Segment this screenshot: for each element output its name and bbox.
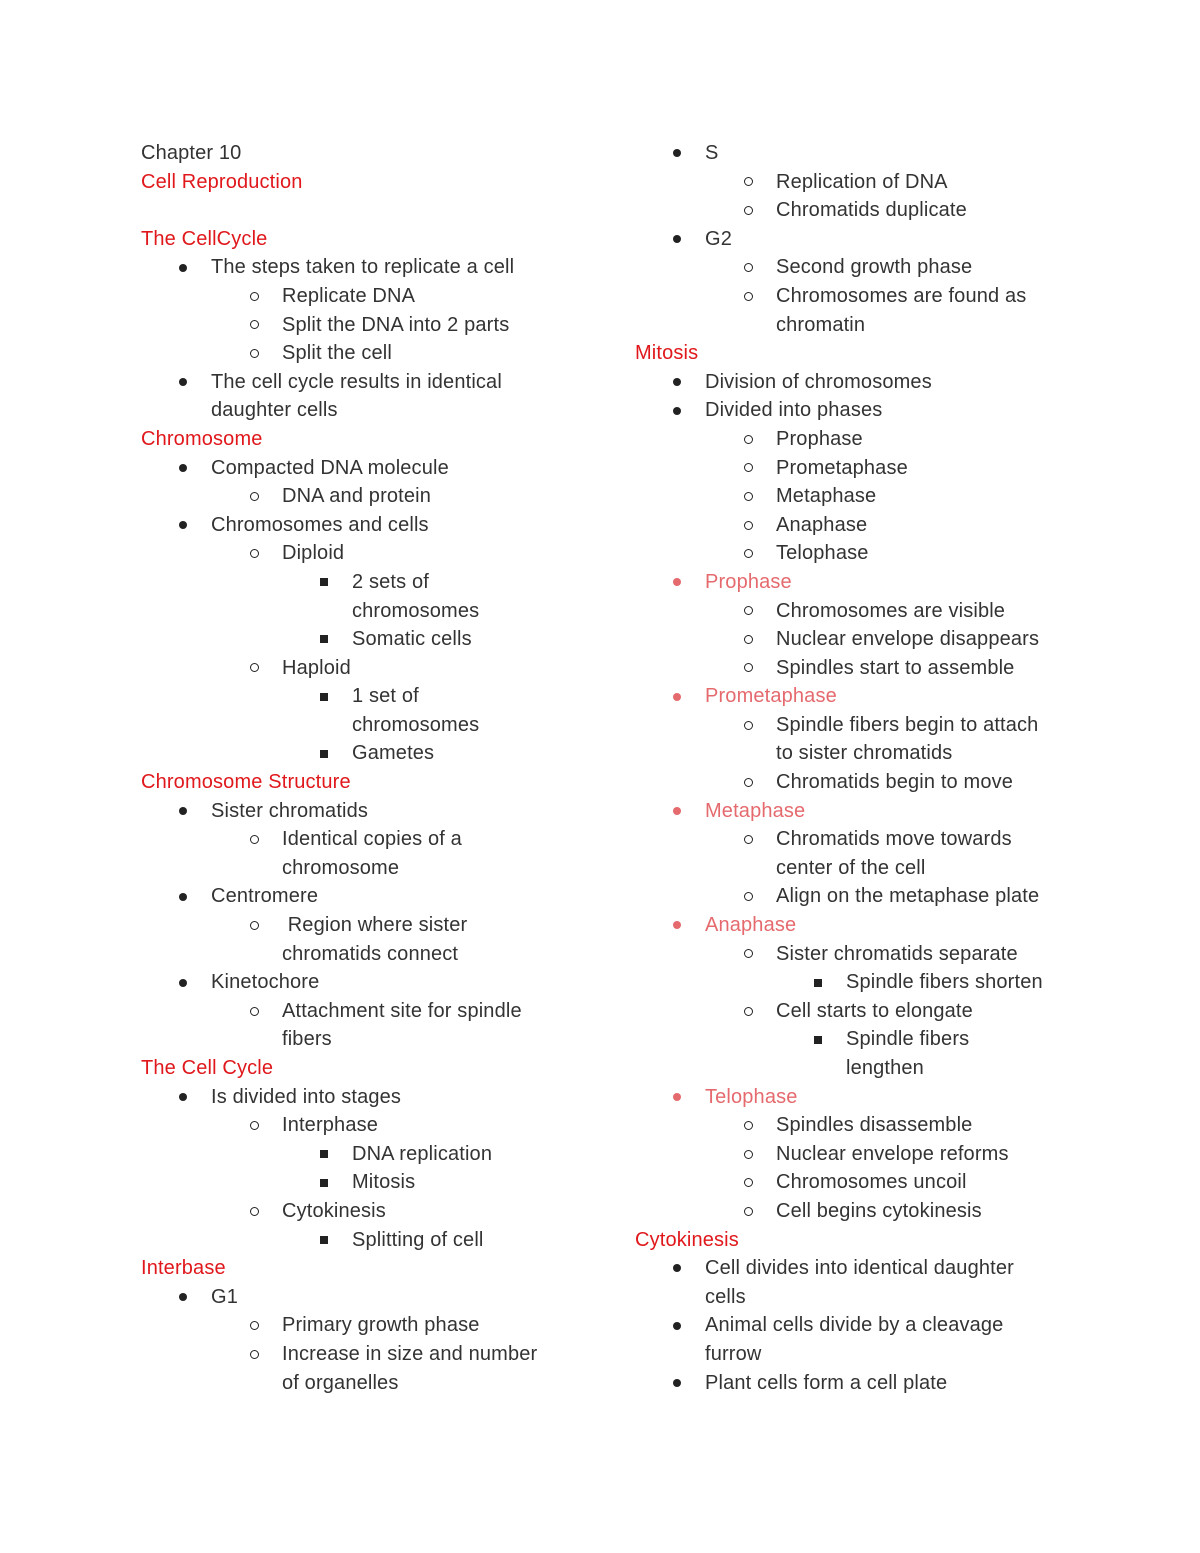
bullet-circle-icon	[741, 196, 755, 225]
bullet-disc-icon	[670, 225, 684, 254]
bullet-square-icon	[317, 739, 331, 768]
list-item: Nuclear envelope reforms	[635, 1140, 1095, 1169]
list-item-continuation: lengthen	[846, 1057, 924, 1079]
list-item-telophase: Telophase	[635, 1083, 1095, 1112]
list-item: Metaphase	[635, 482, 1095, 511]
bullet-circle-icon	[741, 168, 755, 197]
bullet-disc-icon	[670, 1254, 684, 1283]
list-item: G2	[635, 225, 1095, 254]
bullet-disc-icon	[670, 911, 684, 940]
bullet-disc-icon	[670, 1083, 684, 1112]
bullet-circle-icon	[247, 1197, 261, 1226]
list-item: Sister chromatids	[141, 797, 601, 826]
list-item-anaphase: Anaphase	[635, 911, 1095, 940]
list-item: Chromosomes are visible	[635, 597, 1095, 626]
bullet-square-icon	[317, 1140, 331, 1169]
list-item: 1 set of	[141, 682, 601, 711]
bullet-disc-icon	[176, 882, 190, 911]
list-item: Is divided into stages	[141, 1083, 601, 1112]
list-item: Cell begins cytokinesis	[635, 1197, 1095, 1226]
heading-the-cell-cycle: The Cell Cycle	[141, 1057, 274, 1079]
bullet-disc-icon	[176, 454, 190, 483]
list-item: Second growth phase	[635, 253, 1095, 282]
list-item: Attachment site for spindle	[141, 997, 601, 1026]
list-item: Kinetochore	[141, 968, 601, 997]
list-item: Centromere	[141, 882, 601, 911]
list-item: Gametes	[141, 739, 601, 768]
bullet-circle-icon	[741, 253, 755, 282]
bullet-circle-icon	[741, 711, 755, 740]
bullet-circle-icon	[741, 539, 755, 568]
list-item: The steps taken to replicate a cell	[141, 253, 601, 282]
bullet-disc-icon	[176, 511, 190, 540]
bullet-circle-icon	[741, 454, 755, 483]
bullet-disc-icon	[670, 368, 684, 397]
bullet-circle-icon	[741, 768, 755, 797]
list-item: Primary growth phase	[141, 1311, 601, 1340]
list-item: Somatic cells	[141, 625, 601, 654]
list-item: Cytokinesis	[141, 1197, 601, 1226]
list-item: Identical copies of a	[141, 825, 601, 854]
bullet-circle-icon	[741, 654, 755, 683]
bullet-circle-icon	[741, 997, 755, 1026]
bullet-circle-icon	[741, 597, 755, 626]
bullet-disc-icon	[670, 682, 684, 711]
bullet-circle-icon	[247, 654, 261, 683]
bullet-square-icon	[811, 968, 825, 997]
bullet-circle-icon	[741, 625, 755, 654]
bullet-disc-icon	[176, 1083, 190, 1112]
list-item-continuation: chromosome	[282, 856, 400, 879]
list-item: S	[635, 139, 1095, 168]
list-item: Anaphase	[635, 511, 1095, 540]
list-item: Replicate DNA	[141, 282, 601, 311]
list-item: Mitosis	[141, 1168, 601, 1197]
list-item: Spindles disassemble	[635, 1111, 1095, 1140]
list-item: G1	[141, 1283, 601, 1312]
list-item-continuation: furrow	[705, 1342, 762, 1365]
list-item: Sister chromatids separate	[635, 940, 1095, 969]
list-item-continuation: chromatids connect	[282, 942, 459, 965]
bullet-square-icon	[317, 682, 331, 711]
bullet-square-icon	[317, 568, 331, 597]
list-item: Chromatids move towards	[635, 825, 1095, 854]
bullet-circle-icon	[741, 511, 755, 540]
list-item-continuation: chromatin	[776, 313, 866, 336]
list-item-continuation: daughter cells	[211, 399, 338, 422]
list-item: Cell starts to elongate	[635, 997, 1095, 1026]
bullet-circle-icon	[247, 1311, 261, 1340]
bullet-square-icon	[811, 1025, 825, 1054]
list-item: Division of chromosomes	[635, 368, 1095, 397]
bullet-disc-icon	[176, 1283, 190, 1312]
list-item-continuation: center of the cell	[776, 856, 926, 879]
list-item-continuation: chromosomes	[352, 713, 480, 736]
bullet-disc-icon	[670, 139, 684, 168]
bullet-circle-icon	[247, 311, 261, 340]
list-item: Spindles start to assemble	[635, 654, 1095, 683]
list-item: Chromatids duplicate	[635, 196, 1095, 225]
list-item: The cell cycle results in identical	[141, 368, 601, 397]
list-item: Chromosomes are found as	[635, 282, 1095, 311]
list-item: Chromatids begin to move	[635, 768, 1095, 797]
bullet-circle-icon	[247, 1111, 261, 1140]
bullet-circle-icon	[247, 1340, 261, 1369]
list-item: Chromosomes uncoil	[635, 1168, 1095, 1197]
list-item: Replication of DNA	[635, 168, 1095, 197]
list-item-prophase: Prophase	[635, 568, 1095, 597]
list-item: Split the DNA into 2 parts	[141, 311, 601, 340]
bullet-circle-icon	[247, 825, 261, 854]
list-item: Spindle fibers shorten	[635, 968, 1095, 997]
bullet-circle-icon	[741, 282, 755, 311]
list-item: Align on the metaphase plate	[635, 882, 1095, 911]
list-item: Region where sister	[141, 911, 601, 940]
list-item: Cell divides into identical daughter	[635, 1254, 1095, 1283]
heading-cytokinesis: Cytokinesis	[635, 1228, 739, 1251]
heading-chromosome: Chromosome	[141, 427, 263, 450]
heading-interbase: Interbase	[141, 1257, 226, 1280]
bullet-square-icon	[317, 625, 331, 654]
bullet-circle-icon	[741, 425, 755, 454]
blank-line	[141, 196, 601, 225]
bullet-circle-icon	[741, 1111, 755, 1140]
list-item: Chromosomes and cells	[141, 511, 601, 540]
bullet-circle-icon	[741, 1197, 755, 1226]
list-item-continuation: of organelles	[282, 1371, 399, 1394]
bullet-circle-icon	[247, 539, 261, 568]
list-item: Spindle fibers	[635, 1025, 1095, 1054]
list-item: Haploid	[141, 654, 601, 683]
chapter-label: Chapter 10	[141, 142, 242, 164]
list-item: Plant cells form a cell plate	[635, 1369, 1095, 1398]
bullet-disc-icon	[670, 568, 684, 597]
bullet-disc-icon	[176, 368, 190, 397]
heading-cellcycle: The CellCycle	[141, 227, 268, 250]
list-item: Compacted DNA molecule	[141, 454, 601, 483]
list-item-continuation: chromosomes	[352, 599, 480, 622]
list-item: Nuclear envelope disappears	[635, 625, 1095, 654]
list-item: Split the cell	[141, 339, 601, 368]
list-item-continuation: cells	[705, 1285, 746, 1308]
page-title: Cell Reproduction	[141, 170, 303, 193]
bullet-circle-icon	[247, 482, 261, 511]
list-item-metaphase: Metaphase	[635, 797, 1095, 826]
bullet-circle-icon	[247, 997, 261, 1026]
bullet-disc-icon	[670, 396, 684, 425]
bullet-circle-icon	[247, 911, 261, 940]
bullet-circle-icon	[741, 882, 755, 911]
bullet-disc-icon	[670, 1311, 684, 1340]
bullet-circle-icon	[247, 282, 261, 311]
right-column	[635, 139, 1095, 1397]
list-item: Animal cells divide by a cleavage	[635, 1311, 1095, 1340]
left-column	[141, 139, 601, 1397]
bullet-disc-icon	[176, 253, 190, 282]
bullet-circle-icon	[741, 1140, 755, 1169]
list-item-continuation: fibers	[282, 1028, 332, 1051]
list-item: Spindle fibers begin to attach	[635, 711, 1095, 740]
list-item: Interphase	[141, 1111, 601, 1140]
bullet-disc-icon	[670, 797, 684, 826]
bullet-circle-icon	[741, 482, 755, 511]
list-item: Prometaphase	[635, 454, 1095, 483]
list-item-continuation: to sister chromatids	[776, 742, 953, 765]
list-item: 2 sets of	[141, 568, 601, 597]
bullet-circle-icon	[741, 825, 755, 854]
list-item: Increase in size and number	[141, 1340, 601, 1369]
list-item: Diploid	[141, 539, 601, 568]
bullet-disc-icon	[176, 968, 190, 997]
bullet-disc-icon	[176, 797, 190, 826]
bullet-square-icon	[317, 1226, 331, 1255]
bullet-disc-icon	[670, 1369, 684, 1398]
list-item-prometaphase: Prometaphase	[635, 682, 1095, 711]
list-item: Splitting of cell	[141, 1226, 601, 1255]
bullet-circle-icon	[247, 339, 261, 368]
bullet-circle-icon	[741, 1168, 755, 1197]
heading-chromosome-structure: Chromosome Structure	[141, 771, 351, 794]
bullet-square-icon	[317, 1168, 331, 1197]
list-item: Divided into phases	[635, 396, 1095, 425]
list-item: Prophase	[635, 425, 1095, 454]
list-item: Telophase	[635, 539, 1095, 568]
list-item: DNA replication	[141, 1140, 601, 1169]
list-item: DNA and protein	[141, 482, 601, 511]
bullet-circle-icon	[741, 940, 755, 969]
heading-mitosis: Mitosis	[635, 342, 699, 365]
